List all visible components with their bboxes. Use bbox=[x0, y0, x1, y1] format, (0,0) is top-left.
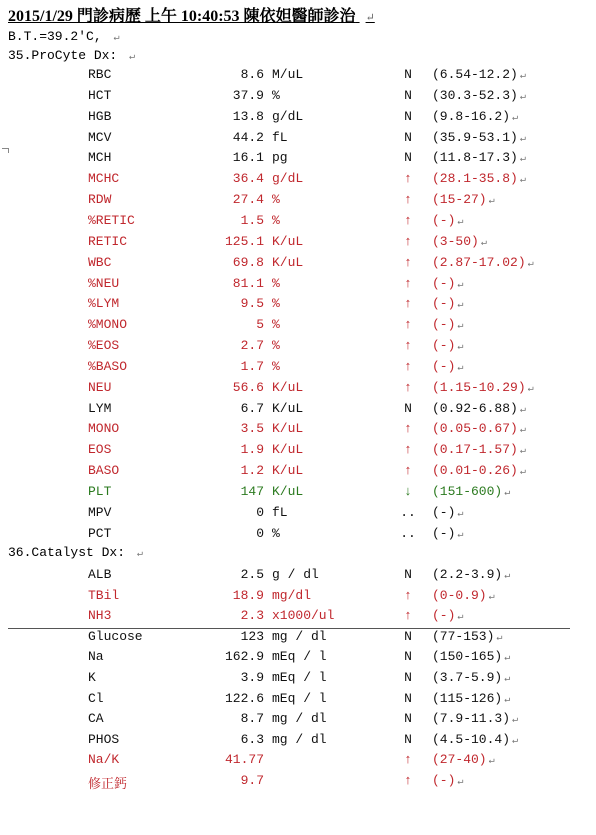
body-temperature: B.T.=39.2'C, bbox=[8, 29, 102, 44]
test-flag: ↑ bbox=[404, 317, 412, 333]
reference-range: (35.9-53.1) ↵ bbox=[432, 129, 526, 145]
test-value: 1.9 bbox=[240, 442, 264, 458]
test-name: RBC bbox=[88, 67, 112, 82]
catalyst-row bbox=[0, 606, 596, 627]
body-temperature-line bbox=[8, 29, 119, 44]
reference-range: (15-27) ↵ bbox=[432, 192, 495, 208]
reference-range: (6.54-12.2) ↵ bbox=[432, 67, 526, 82]
procyte-row bbox=[0, 86, 596, 107]
test-flag: ↑ bbox=[404, 608, 412, 624]
procyte-row bbox=[0, 336, 596, 357]
reference-range: (-) ↵ bbox=[432, 608, 464, 624]
paragraph-mark-icon: ↵ bbox=[519, 404, 526, 416]
test-flag: ↑ bbox=[404, 773, 412, 788]
test-flag: N bbox=[404, 711, 412, 727]
paragraph-mark-icon: ↵ bbox=[504, 694, 511, 706]
test-flag: ↑ bbox=[404, 233, 412, 249]
test-value: 56.6 bbox=[232, 379, 264, 395]
test-name: 修正鈣 bbox=[88, 777, 128, 792]
paragraph-mark-icon: ↵ bbox=[519, 71, 526, 82]
catalyst-row bbox=[0, 586, 596, 607]
procyte-row bbox=[0, 315, 596, 336]
test-name: BASO bbox=[88, 463, 120, 479]
test-value: 162.9 bbox=[224, 649, 264, 665]
test-flag: N bbox=[404, 731, 412, 747]
test-value: 3.5 bbox=[240, 421, 264, 437]
test-value: 1.7 bbox=[240, 358, 264, 374]
test-flag: N bbox=[404, 670, 412, 685]
test-flag: ↑ bbox=[404, 171, 412, 187]
reference-range: (9.8-16.2) ↵ bbox=[432, 108, 519, 124]
reference-range: (115-126) ↵ bbox=[432, 690, 511, 706]
test-value: 27.4 bbox=[232, 192, 264, 208]
procyte-row bbox=[0, 65, 596, 86]
test-value: 2.3 bbox=[240, 608, 264, 624]
reference-range: (3.7-5.9) ↵ bbox=[432, 670, 511, 685]
procyte-row bbox=[0, 482, 596, 503]
procyte-row bbox=[0, 190, 596, 211]
catalyst-row bbox=[0, 709, 596, 730]
reference-range: (-) ↵ bbox=[432, 317, 464, 333]
test-name: NEU bbox=[88, 379, 112, 395]
paragraph-mark-icon: ↵ bbox=[519, 154, 526, 166]
reference-range: (-) ↵ bbox=[432, 358, 464, 374]
test-unit: K/uL bbox=[272, 421, 304, 437]
test-unit: M/uL bbox=[272, 67, 304, 82]
paragraph-mark-icon: ↵ bbox=[457, 508, 464, 520]
test-name: Na bbox=[88, 649, 104, 665]
test-name: MONO bbox=[88, 421, 120, 437]
test-flag: ↑ bbox=[404, 752, 412, 768]
paragraph-mark-icon: ↵ bbox=[365, 12, 375, 24]
test-flag: ↑ bbox=[404, 442, 412, 458]
catalyst-row bbox=[0, 730, 596, 751]
reference-range: (7.9-11.3) ↵ bbox=[432, 711, 519, 727]
test-name: Glucose bbox=[88, 628, 143, 644]
test-name: RDW bbox=[88, 192, 112, 208]
test-value: 9.7 bbox=[240, 773, 264, 788]
test-name: MCV bbox=[88, 129, 112, 145]
record-title bbox=[8, 3, 375, 26]
paragraph-mark-icon: ↵ bbox=[527, 258, 534, 270]
test-unit: K/uL bbox=[272, 442, 304, 458]
test-name: %EOS bbox=[88, 338, 120, 354]
paragraph-mark-icon: ↵ bbox=[512, 715, 519, 727]
reference-range: (0-0.9) ↵ bbox=[432, 587, 495, 603]
test-unit: % bbox=[272, 296, 280, 312]
record-title-text: 2015/1/29 門診病歷 上午 10:40:53 陳依妲醫師診治 bbox=[8, 8, 356, 25]
procyte-row bbox=[0, 503, 596, 524]
catalyst-row bbox=[0, 647, 596, 668]
paragraph-mark-icon: ↵ bbox=[136, 549, 143, 560]
test-flag: ↑ bbox=[404, 296, 412, 312]
test-unit: K/uL bbox=[272, 233, 304, 249]
test-flag: ↑ bbox=[404, 338, 412, 354]
test-flag: N bbox=[404, 400, 412, 416]
reference-range: (0.17-1.57) ↵ bbox=[432, 442, 526, 458]
paragraph-mark-icon: ↵ bbox=[488, 196, 495, 208]
catalyst-row bbox=[0, 565, 596, 586]
test-flag: N bbox=[404, 108, 412, 124]
reference-range: (30.3-52.3) ↵ bbox=[432, 87, 526, 103]
paragraph-mark-icon: ↵ bbox=[504, 571, 511, 582]
reference-range: (-) ↵ bbox=[432, 275, 464, 291]
reference-range: (-) ↵ bbox=[432, 296, 464, 312]
test-value: 122.6 bbox=[224, 690, 264, 706]
test-name: CA bbox=[88, 711, 104, 727]
paragraph-mark-icon: ↵ bbox=[519, 425, 526, 437]
paragraph-mark-icon: ↵ bbox=[519, 133, 526, 145]
test-name: MCHC bbox=[88, 171, 120, 187]
reference-range: (27-40) ↵ bbox=[432, 752, 495, 768]
test-name: PLT bbox=[88, 484, 112, 499]
test-flag: ↑ bbox=[404, 463, 412, 479]
test-unit: % bbox=[272, 192, 280, 208]
paragraph-mark-icon: ↵ bbox=[488, 591, 495, 603]
test-name: HCT bbox=[88, 87, 112, 103]
test-value: 8.7 bbox=[240, 711, 264, 727]
test-name: %RETIC bbox=[88, 212, 135, 228]
procyte-section-label: 35.ProCyte Dx: bbox=[8, 48, 118, 63]
test-flag: ↑ bbox=[404, 587, 412, 603]
procyte-row bbox=[0, 274, 596, 295]
test-flag: N bbox=[404, 567, 412, 582]
test-flag: ↑ bbox=[404, 192, 412, 208]
test-unit: fL bbox=[272, 504, 288, 520]
test-unit: g/dL bbox=[272, 108, 304, 124]
test-value: 0 bbox=[256, 525, 264, 541]
reference-range: (-) ↵ bbox=[432, 338, 464, 354]
test-unit: mEq / l bbox=[272, 690, 327, 706]
procyte-row bbox=[0, 107, 596, 128]
test-unit: % bbox=[272, 338, 280, 354]
reference-range: (11.8-17.3) ↵ bbox=[432, 150, 526, 166]
test-unit: % bbox=[272, 87, 280, 103]
test-unit: g/dL bbox=[272, 171, 304, 187]
paragraph-mark-icon: ↵ bbox=[512, 735, 519, 747]
test-unit: K/uL bbox=[272, 400, 304, 416]
reference-range: (0.05-0.67) ↵ bbox=[432, 421, 526, 437]
test-unit: fL bbox=[272, 129, 288, 145]
paragraph-mark-icon: ↵ bbox=[512, 112, 519, 124]
reference-range: (-) ↵ bbox=[432, 525, 464, 541]
test-name: Cl bbox=[88, 690, 104, 706]
test-unit: mg / dl bbox=[272, 731, 327, 747]
procyte-row bbox=[0, 169, 596, 190]
test-value: 13.8 bbox=[232, 108, 264, 124]
test-name: EOS bbox=[88, 442, 112, 458]
reference-range: (0.92-6.88) ↵ bbox=[432, 400, 526, 416]
test-name: Na/K bbox=[88, 752, 120, 768]
paragraph-mark-icon: ↵ bbox=[504, 653, 511, 665]
test-flag: ↑ bbox=[404, 254, 412, 270]
paragraph-mark-icon: ↵ bbox=[457, 321, 464, 333]
procyte-row bbox=[0, 232, 596, 253]
paragraph-mark-icon: ↵ bbox=[457, 612, 464, 624]
procyte-row bbox=[0, 524, 596, 545]
reference-range: (77-153) ↵ bbox=[432, 628, 503, 644]
test-value: 69.8 bbox=[232, 254, 264, 270]
paragraph-mark-icon: ↵ bbox=[504, 674, 511, 685]
paragraph-mark-icon: ↵ bbox=[496, 632, 503, 644]
reference-range: (-) ↵ bbox=[432, 504, 464, 520]
test-flag: ↑ bbox=[404, 421, 412, 437]
test-value: 2.7 bbox=[240, 338, 264, 354]
procyte-row bbox=[0, 294, 596, 315]
test-unit: g / dl bbox=[272, 567, 319, 582]
test-name: ALB bbox=[88, 567, 112, 582]
test-name: WBC bbox=[88, 254, 112, 270]
test-value: 44.2 bbox=[232, 129, 264, 145]
procyte-row bbox=[0, 253, 596, 274]
test-value: 5 bbox=[256, 317, 264, 333]
test-name: MCH bbox=[88, 150, 112, 166]
test-name: %BASO bbox=[88, 358, 128, 374]
test-value: 36.4 bbox=[232, 171, 264, 187]
procyte-row bbox=[0, 419, 596, 440]
procyte-row bbox=[0, 440, 596, 461]
paragraph-mark-icon: ↵ bbox=[527, 383, 534, 395]
paragraph-mark-icon: ↵ bbox=[457, 216, 464, 228]
test-unit: mEq / l bbox=[272, 670, 327, 685]
test-unit: K/uL bbox=[272, 484, 304, 499]
procyte-row bbox=[0, 211, 596, 232]
test-name: PCT bbox=[88, 525, 112, 541]
procyte-row bbox=[0, 399, 596, 420]
test-unit: % bbox=[272, 212, 280, 228]
test-value: 2.5 bbox=[240, 567, 264, 582]
test-unit: mg / dl bbox=[272, 711, 327, 727]
reference-range: (-) ↵ bbox=[432, 212, 464, 228]
test-name: HGB bbox=[88, 108, 112, 124]
test-value: 1.2 bbox=[240, 463, 264, 479]
procyte-row bbox=[0, 461, 596, 482]
test-name: %LYM bbox=[88, 296, 120, 312]
paragraph-mark-icon: ↵ bbox=[457, 279, 464, 291]
catalyst-row bbox=[0, 668, 596, 689]
test-unit: % bbox=[272, 317, 280, 333]
test-unit: K/uL bbox=[272, 254, 304, 270]
test-flag: .. bbox=[400, 525, 416, 541]
test-flag: N bbox=[404, 87, 412, 103]
paragraph-mark-icon: ↵ bbox=[480, 237, 487, 249]
test-name: MPV bbox=[88, 504, 112, 520]
paragraph-mark-icon: ↵ bbox=[519, 446, 526, 458]
test-value: 125.1 bbox=[224, 233, 264, 249]
catalyst-section-label: 36.Catalyst Dx: bbox=[8, 545, 126, 560]
test-value: 0 bbox=[256, 504, 264, 520]
test-unit: mg/dl bbox=[272, 587, 312, 603]
paragraph-mark-icon: ↵ bbox=[457, 342, 464, 354]
test-value: 37.9 bbox=[232, 87, 264, 103]
test-unit: K/uL bbox=[272, 463, 304, 479]
reference-range: (150-165) ↵ bbox=[432, 649, 511, 665]
test-flag: ↑ bbox=[404, 358, 412, 374]
paragraph-mark-icon: ↵ bbox=[129, 52, 136, 63]
paragraph-mark-icon: ↵ bbox=[519, 91, 526, 103]
test-value: 9.5 bbox=[240, 296, 264, 312]
paragraph-mark-icon: ↵ bbox=[457, 777, 464, 788]
reference-range: (4.5-10.4) ↵ bbox=[432, 731, 519, 747]
procyte-row bbox=[0, 128, 596, 149]
test-name: %MONO bbox=[88, 317, 128, 333]
test-value: 6.7 bbox=[240, 400, 264, 416]
test-flag: ↓ bbox=[404, 484, 412, 499]
reference-range: (3-50) ↵ bbox=[432, 233, 487, 249]
test-unit: mEq / l bbox=[272, 649, 327, 665]
test-name: NH3 bbox=[88, 608, 112, 624]
test-name: TBil bbox=[88, 587, 120, 603]
test-flag: N bbox=[404, 150, 412, 166]
reference-range: (-) ↵ bbox=[432, 773, 464, 788]
test-value: 3.9 bbox=[240, 670, 264, 685]
paragraph-mark-icon: ↵ bbox=[113, 33, 120, 44]
test-unit: % bbox=[272, 275, 280, 291]
test-unit: % bbox=[272, 358, 280, 374]
paragraph-mark-icon: ↵ bbox=[457, 300, 464, 312]
test-unit: pg bbox=[272, 150, 288, 166]
test-value: 8.6 bbox=[240, 67, 264, 82]
test-name: %NEU bbox=[88, 275, 120, 291]
test-unit: x1000/ul bbox=[272, 608, 335, 624]
reference-range: (2.2-3.9) ↵ bbox=[432, 567, 511, 582]
reference-range: (1.15-10.29) ↵ bbox=[432, 379, 534, 395]
procyte-row bbox=[0, 148, 596, 169]
reference-range: (2.87-17.02) ↵ bbox=[432, 254, 534, 270]
paragraph-mark-icon: ↵ bbox=[488, 756, 495, 768]
reference-range: (0.01-0.26) ↵ bbox=[432, 463, 526, 479]
reference-range: (28.1-35.8) ↵ bbox=[432, 171, 526, 187]
test-flag: N bbox=[404, 690, 412, 706]
test-unit: mg / dl bbox=[272, 628, 327, 644]
paragraph-mark-icon: ↵ bbox=[519, 467, 526, 479]
test-flag: N bbox=[404, 67, 412, 82]
paragraph-mark-icon: ↵ bbox=[519, 175, 526, 187]
test-value: 81.1 bbox=[232, 275, 264, 291]
test-value: 6.3 bbox=[240, 731, 264, 747]
test-value: 18.9 bbox=[232, 587, 264, 603]
reference-range: (151-600) ↵ bbox=[432, 484, 511, 499]
catalyst-row bbox=[0, 627, 596, 648]
test-unit: K/uL bbox=[272, 379, 304, 395]
test-flag: N bbox=[404, 129, 412, 145]
test-flag: N bbox=[404, 649, 412, 665]
catalyst-row bbox=[0, 771, 596, 792]
test-flag: .. bbox=[400, 504, 416, 520]
test-flag: ↑ bbox=[404, 379, 412, 395]
catalyst-row bbox=[0, 750, 596, 771]
test-name: RETIC bbox=[88, 233, 128, 249]
procyte-row bbox=[0, 357, 596, 378]
test-flag: N bbox=[404, 628, 412, 644]
test-value: 1.5 bbox=[240, 212, 264, 228]
test-unit: % bbox=[272, 525, 280, 541]
test-value: 16.1 bbox=[232, 150, 264, 166]
paragraph-mark-icon: ↵ bbox=[457, 362, 464, 374]
test-value: 41.77 bbox=[224, 752, 264, 768]
test-value: 123 bbox=[240, 628, 264, 644]
test-name: LYM bbox=[88, 400, 112, 416]
procyte-section-heading bbox=[8, 48, 135, 63]
test-flag: ↑ bbox=[404, 275, 412, 291]
catalyst-row bbox=[0, 689, 596, 710]
procyte-row bbox=[0, 378, 596, 399]
test-value: 147 bbox=[240, 484, 264, 499]
test-name: K bbox=[88, 670, 96, 685]
paragraph-mark-icon: ↵ bbox=[457, 529, 464, 541]
test-name: PHOS bbox=[88, 731, 120, 747]
test-flag: ↑ bbox=[404, 212, 412, 228]
paragraph-mark-icon: ↵ bbox=[504, 488, 511, 499]
catalyst-section-heading bbox=[8, 545, 143, 560]
